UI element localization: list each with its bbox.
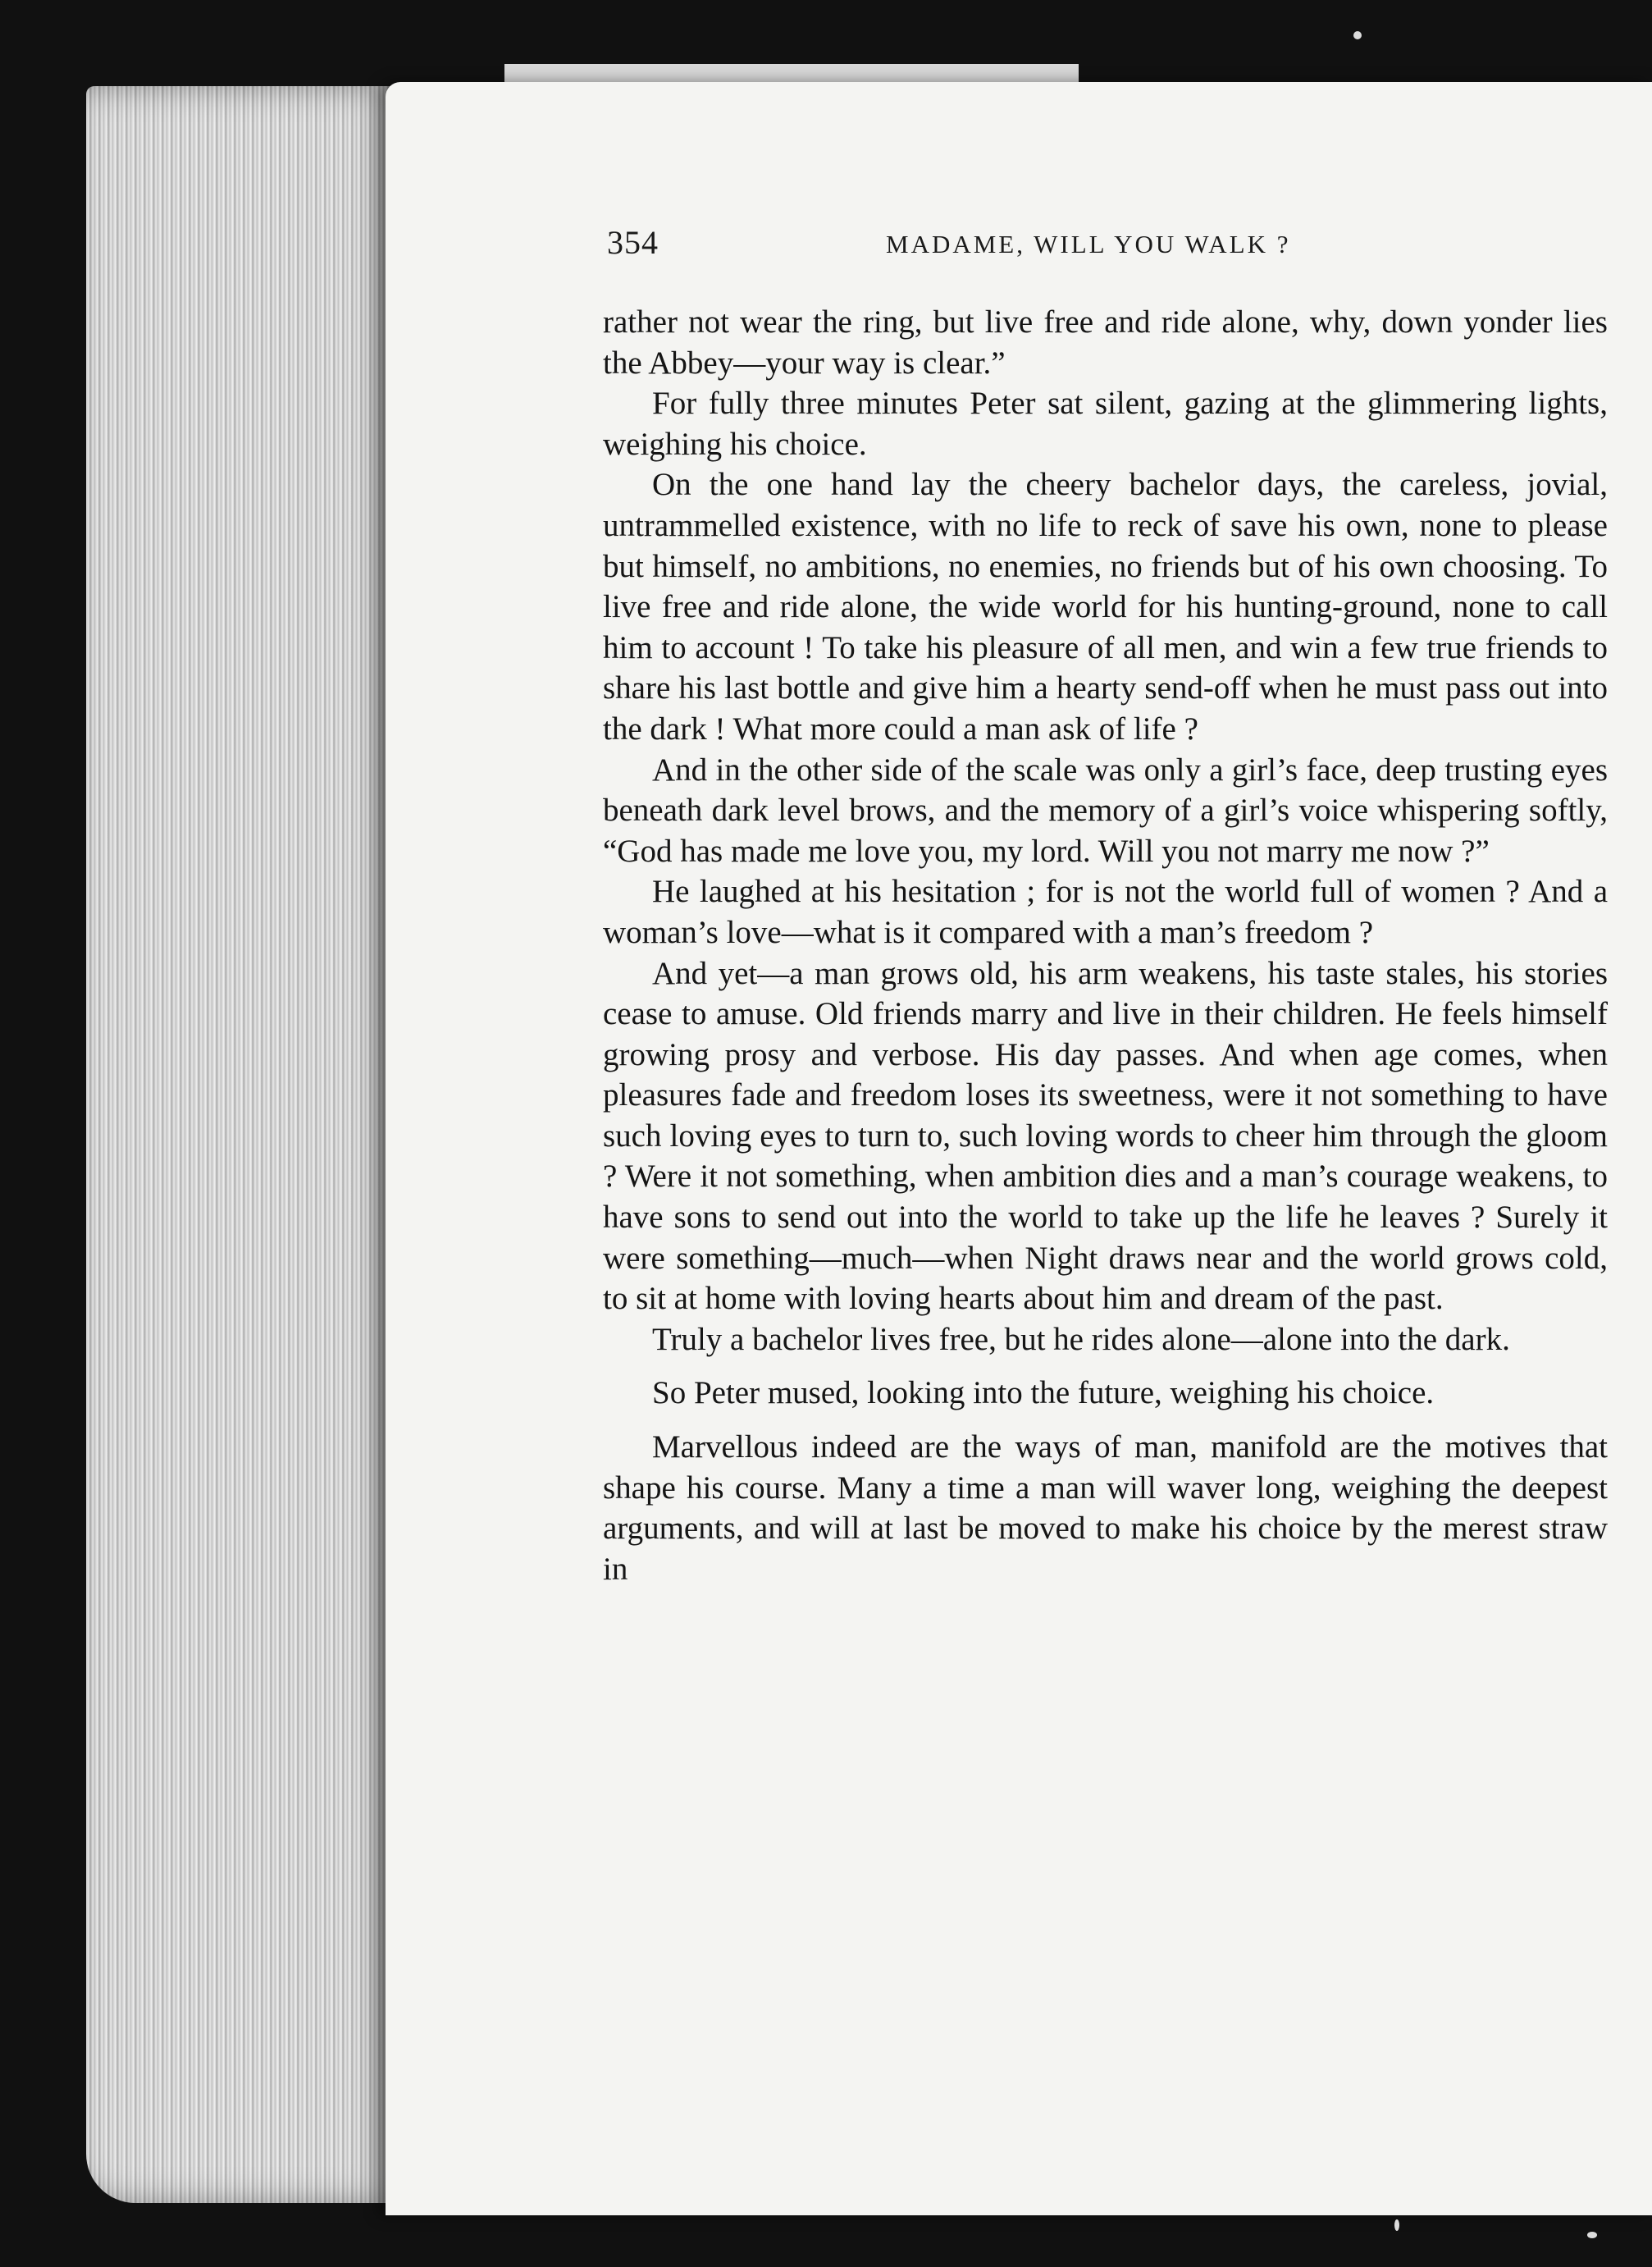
paragraph: On the one hand lay the cheery bachelor days, the careless, jovial, untrammelled existence, with no life to reck of save his own, none to please but himself, no ambitions, no enemies, no friends but of his own choosing. To live free and ride alone, the wide world for his hunting-ground, none to call him to account ! To take his pleasure of all men, and win a few true friends to share his last bottle and give him a hearty send-off when he must pass out into the dark ! What more could a man ask of life ? <box>603 467 1608 747</box>
page-number: 354 <box>607 224 659 261</box>
paragraph: rather not wear the ring, but live free and ride alone, why, down yonder lies the Abbey—your way is clear.” <box>603 304 1608 381</box>
paragraph: He laughed at his hesitation ; for is not the world full of women ? And a woman’s love—what is it compared with a man’s freedom ? <box>603 874 1608 950</box>
paragraph: And in the other side of the scale was only a girl’s face, deep trusting eyes beneath dark level brows, and the memory of a girl’s voice whispering softly, “God has made me love you, my lord. Will you not marry me now ?” <box>603 752 1608 869</box>
dust-speck <box>1587 2232 1597 2238</box>
dust-speck <box>1353 31 1362 39</box>
paragraph: For fully three minutes Peter sat silent, gazing at the glimmering lights, weighing his choice. <box>603 386 1608 462</box>
book-page-edges <box>86 86 398 2203</box>
paragraph: Truly a bachelor lives free, but he rides alone—alone into the dark. <box>652 1321 1510 1357</box>
paragraph: And yet—a man grows old, his arm weakens, his taste stales, his stories cease to amuse. Old friends marry and live in their children. He feels himself growing prosy and verbose. His day passes. And when age comes, when pleasures fade and freedom loses its sweetness, were it not something to have such loving eyes to turn to, such loving words to cheer him through the gloom ? Were it not something, when ambition dies and a man’s courage weakens, to have sons to send out into the world to take up the life he leaves ? Surely it were something—much—when Night draws near and the world grows cold, to sit at home with loving hearts about him and dream of the past. <box>603 955 1608 1317</box>
running-head <box>607 223 1591 272</box>
body-text <box>603 302 1608 1589</box>
dust-speck <box>1394 2219 1399 2231</box>
paragraph: So Peter mused, looking into the future, weighing his choice. <box>652 1375 1435 1411</box>
paragraph: Marvellous indeed are the ways of man, manifold are the motives that shape his course. Many a time a man will waver long, weighing the deepest arguments, and will at last be moved to make his choice by the merest straw in <box>603 1429 1608 1587</box>
running-title: MADAME, WILL YOU WALK ? <box>886 230 1291 258</box>
